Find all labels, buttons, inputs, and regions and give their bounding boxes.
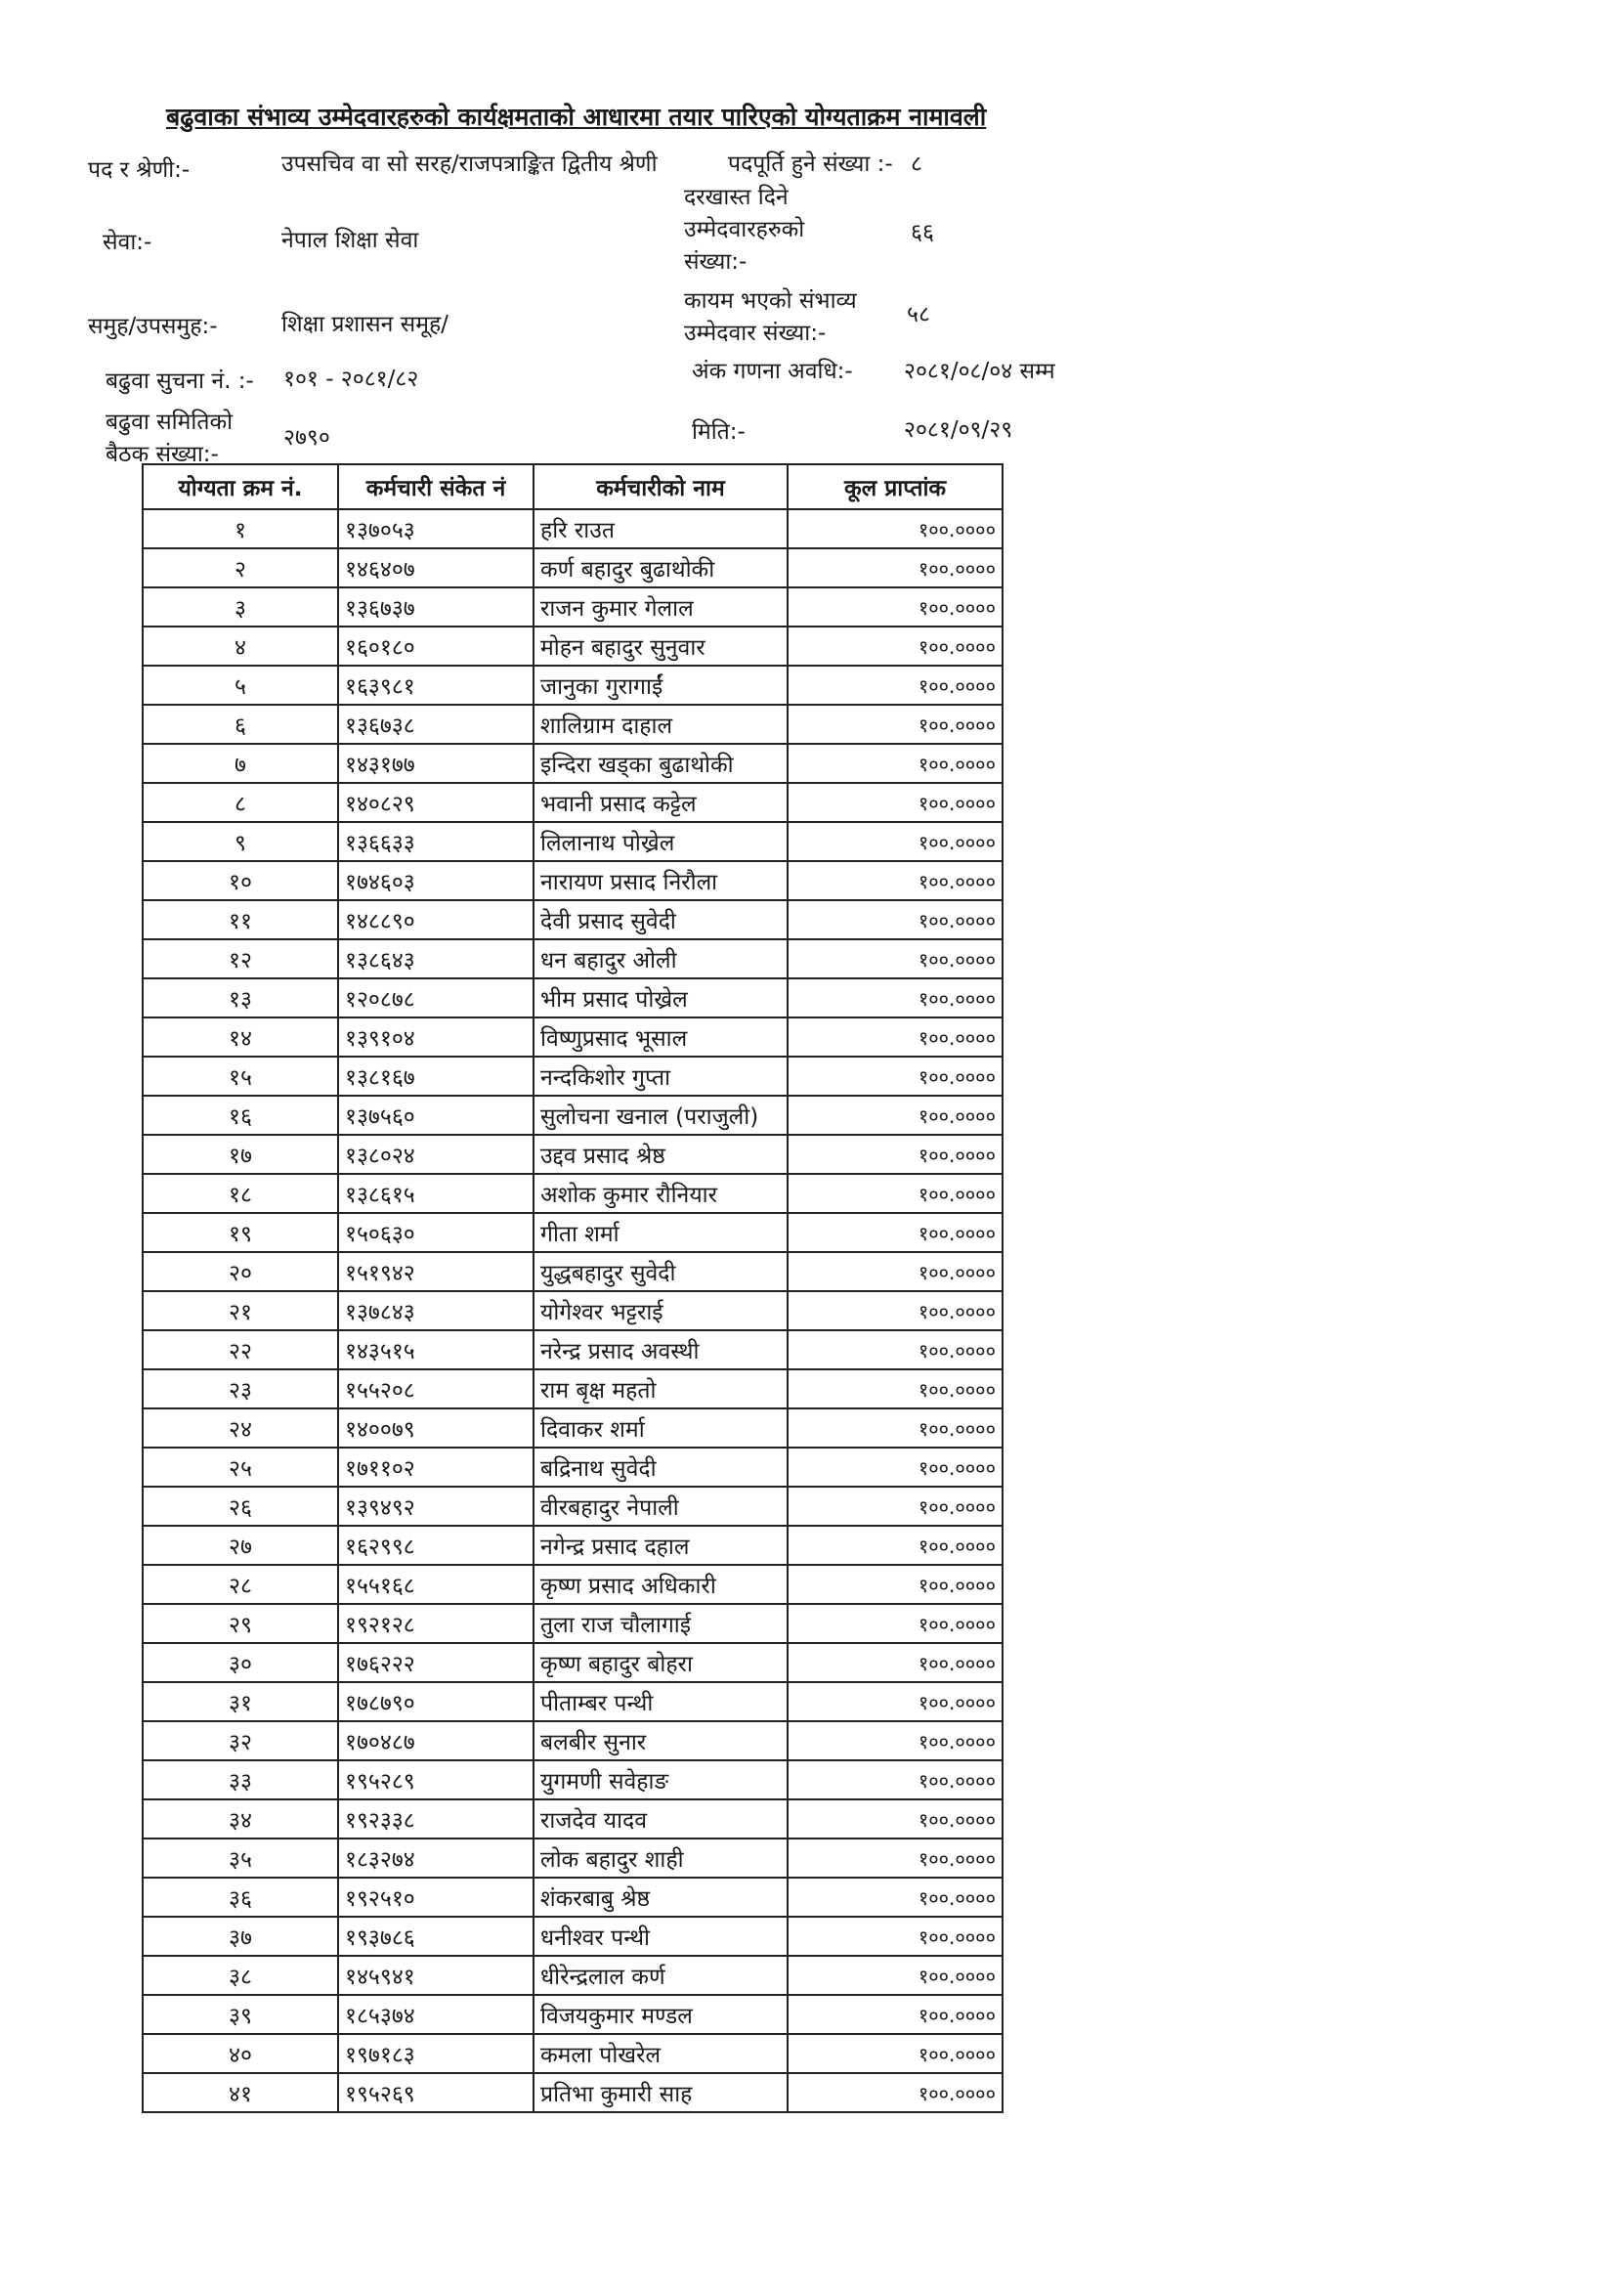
- total-score-cell: १००.००००: [788, 1604, 1003, 1643]
- total-score-cell: १००.००००: [788, 1291, 1003, 1330]
- rank-cell: ८: [143, 783, 338, 822]
- employee-code-cell: १६३९८१: [338, 666, 534, 705]
- table-row: [143, 1017, 1003, 1057]
- table-row: [143, 1330, 1003, 1369]
- group-label: समुह/उपसमुह:-: [88, 314, 218, 339]
- rank-cell: १०: [143, 861, 338, 900]
- employee-code-cell: १६०१८०: [338, 627, 534, 666]
- rank-cell: १: [143, 509, 338, 548]
- total-score-cell: १००.००००: [788, 2034, 1003, 2073]
- total-score-cell: १००.००००: [788, 1057, 1003, 1096]
- employee-code-cell: १९२३३८: [338, 1799, 534, 1839]
- table-row: [143, 1721, 1003, 1760]
- rank-cell: १४: [143, 1017, 338, 1057]
- table-row: [143, 1369, 1003, 1408]
- employee-code-cell: १८५३७४: [338, 1995, 534, 2034]
- employee-name-cell: लिलानाथ पोख्रेल: [534, 822, 788, 861]
- employee-code-cell: १९३७८६: [338, 1917, 534, 1956]
- employee-code-cell: १४००७९: [338, 1408, 534, 1448]
- table-row: [143, 783, 1003, 822]
- candidates-label: कायम भएको संभाव्य उम्मेदवार संख्या:-: [684, 288, 857, 346]
- rank-cell: २७: [143, 1526, 338, 1565]
- table-row: [143, 587, 1003, 627]
- total-score-cell: १००.००००: [788, 783, 1003, 822]
- employee-code-cell: १५५१६८: [338, 1565, 534, 1604]
- employee-code-cell: १७११०२: [338, 1448, 534, 1487]
- employee-name-cell: अशोक कुमार रौनियार: [534, 1174, 788, 1213]
- table-header-row: [143, 464, 1003, 509]
- employee-code-cell: १३८६४३: [338, 939, 534, 978]
- total-score-cell: १००.००००: [788, 627, 1003, 666]
- table-row: [143, 1174, 1003, 1213]
- merit-list-table: [142, 463, 1004, 2113]
- employee-code-cell: १९२५१०: [338, 1878, 534, 1917]
- rank-cell: २८: [143, 1565, 338, 1604]
- employee-name-cell: कमला पोखरेल: [534, 2034, 788, 2073]
- total-score-cell: १००.००००: [788, 1799, 1003, 1839]
- employee-name-cell: युद्धबहादुर सुवेदी: [534, 1252, 788, 1291]
- rank-cell: १९: [143, 1213, 338, 1252]
- employee-code-cell: १७४६०३: [338, 861, 534, 900]
- period-value: २०८१/०८/०४ सम्म: [904, 359, 1055, 384]
- employee-code-cell: १३८६१५: [338, 1174, 534, 1213]
- total-score-cell: १००.००००: [788, 1839, 1003, 1878]
- header-employee-code: कर्मचारी संकेत नं: [338, 464, 534, 509]
- table-row: [143, 509, 1003, 548]
- total-score-cell: १००.००००: [788, 1369, 1003, 1408]
- employee-name-cell: उद्दव प्रसाद श्रेष्ठ: [534, 1135, 788, 1174]
- total-score-cell: १००.००००: [788, 1682, 1003, 1721]
- employee-code-cell: १३७०५३: [338, 509, 534, 548]
- employee-code-cell: १३६७३८: [338, 705, 534, 744]
- employee-name-cell: कृष्ण बहादुर बोहरा: [534, 1643, 788, 1682]
- employee-name-cell: भीम प्रसाद पोख्रेल: [534, 978, 788, 1017]
- total-score-cell: १००.००००: [788, 1487, 1003, 1526]
- total-score-cell: १००.००००: [788, 2073, 1003, 2112]
- employee-name-cell: कृष्ण प्रसाद अधिकारी: [534, 1565, 788, 1604]
- employee-name-cell: योगेश्वर भट्टराई: [534, 1291, 788, 1330]
- employee-code-cell: १३६७३७: [338, 587, 534, 627]
- table-row: [143, 705, 1003, 744]
- date-label: मिति:-: [692, 419, 746, 445]
- total-score-cell: १००.००००: [788, 1721, 1003, 1760]
- employee-code-cell: १३९१०४: [338, 1017, 534, 1057]
- employee-code-cell: १३८०२४: [338, 1135, 534, 1174]
- total-score-cell: १००.००००: [788, 1252, 1003, 1291]
- table-row: [143, 1057, 1003, 1096]
- employee-name-cell: गीता शर्मा: [534, 1213, 788, 1252]
- header-rank: योग्यता क्रम नं.: [143, 464, 338, 509]
- table-row: [143, 1878, 1003, 1917]
- table-row: [143, 1917, 1003, 1956]
- rank-cell: ३८: [143, 1956, 338, 1995]
- employee-code-cell: १३७५६०: [338, 1096, 534, 1135]
- post-value: उपसचिव वा सो सरह/राजपत्राङ्कित द्वितीय श्रेणी: [281, 151, 658, 177]
- table-row: [143, 548, 1003, 587]
- rank-cell: ३७: [143, 1917, 338, 1956]
- table-row: [143, 1760, 1003, 1799]
- employee-code-cell: १७६२२२: [338, 1643, 534, 1682]
- header-employee-name: कर्मचारीको नाम: [534, 464, 788, 509]
- header-total-score: कूल प्राप्तांक: [788, 464, 1003, 509]
- employee-name-cell: लोक बहादुर शाही: [534, 1839, 788, 1878]
- employee-name-cell: हरि राउत: [534, 509, 788, 548]
- employee-code-cell: १३८१६७: [338, 1057, 534, 1096]
- total-score-cell: १००.००००: [788, 1096, 1003, 1135]
- document-title: बढुवाका संभाव्य उम्मेदवारहरुको कार्यक्षमताको आधारमा तयार पारिएको योग्यताक्रम नामावली: [166, 103, 987, 131]
- employee-name-cell: बलबीर सुनार: [534, 1721, 788, 1760]
- rank-cell: ४०: [143, 2034, 338, 2073]
- service-value: नेपाल शिक्षा सेवा: [281, 228, 419, 253]
- table-row: [143, 1096, 1003, 1135]
- employee-code-cell: १९५२६९: [338, 2073, 534, 2112]
- employee-code-cell: १३९४९२: [338, 1487, 534, 1526]
- applicants-label: दरखास्त दिने उम्मेदवारहरुको संख्या:-: [684, 185, 805, 275]
- rank-cell: ३९: [143, 1995, 338, 2034]
- employee-name-cell: धनीश्वर पन्थी: [534, 1917, 788, 1956]
- table-row: [143, 1839, 1003, 1878]
- table-row: [143, 1682, 1003, 1721]
- rank-cell: २९: [143, 1604, 338, 1643]
- table-row: [143, 2073, 1003, 2112]
- total-score-cell: १००.००००: [788, 1878, 1003, 1917]
- rank-cell: ३०: [143, 1643, 338, 1682]
- rank-cell: ३१: [143, 1682, 338, 1721]
- notice-label: बढुवा सुचना नं. :-: [106, 368, 254, 394]
- employee-code-cell: १९२१२८: [338, 1604, 534, 1643]
- total-score-cell: १००.००००: [788, 1135, 1003, 1174]
- employee-name-cell: शालिग्राम दाहाल: [534, 705, 788, 744]
- employee-name-cell: नारायण प्रसाद निरौला: [534, 861, 788, 900]
- total-score-cell: १००.००००: [788, 1408, 1003, 1448]
- table-row: [143, 1643, 1003, 1682]
- rank-cell: २१: [143, 1291, 338, 1330]
- rank-cell: २३: [143, 1369, 338, 1408]
- employee-code-cell: १९७१८३: [338, 2034, 534, 2073]
- rank-cell: १२: [143, 939, 338, 978]
- table-row: [143, 978, 1003, 1017]
- group-value: शिक्षा प्रशासन समूह/: [281, 312, 449, 337]
- total-score-cell: १००.००००: [788, 666, 1003, 705]
- applicants-value: ६६: [911, 220, 934, 245]
- employee-name-cell: भवानी प्रसाद कट्टेल: [534, 783, 788, 822]
- table-body: [143, 509, 1003, 2112]
- vacancy-label: पदपूर्ति हुने संख्या :-: [728, 151, 893, 177]
- rank-cell: ३: [143, 587, 338, 627]
- total-score-cell: १००.००००: [788, 1213, 1003, 1252]
- table-row: [143, 627, 1003, 666]
- rank-cell: १५: [143, 1057, 338, 1096]
- rank-cell: २०: [143, 1252, 338, 1291]
- table-row: [143, 1956, 1003, 1995]
- rank-cell: ४: [143, 627, 338, 666]
- employee-name-cell: धन बहादुर ओली: [534, 939, 788, 978]
- period-label: अंक गणना अवधि:-: [692, 359, 853, 384]
- table-row: [143, 822, 1003, 861]
- date-value: २०८१/०९/२९: [904, 417, 1013, 443]
- table-row: [143, 1135, 1003, 1174]
- total-score-cell: १००.००००: [788, 1956, 1003, 1995]
- rank-cell: ५: [143, 666, 338, 705]
- table-row: [143, 1252, 1003, 1291]
- employee-name-cell: जानुका गुरागाईं: [534, 666, 788, 705]
- rank-cell: २४: [143, 1408, 338, 1448]
- employee-name-cell: देवी प्रसाद सुवेदी: [534, 900, 788, 939]
- employee-name-cell: विष्णुप्रसाद भूसाल: [534, 1017, 788, 1057]
- total-score-cell: १००.००००: [788, 900, 1003, 939]
- employee-code-cell: १७०४८७: [338, 1721, 534, 1760]
- employee-code-cell: १४३१७७: [338, 744, 534, 783]
- table-row: [143, 744, 1003, 783]
- employee-name-cell: मोहन बहादुर सुनुवार: [534, 627, 788, 666]
- employee-name-cell: विजयकुमार मण्डल: [534, 1995, 788, 2034]
- employee-code-cell: १७८७९०: [338, 1682, 534, 1721]
- meeting-label: बढुवा समितिको बैठक संख्या:-: [106, 410, 234, 467]
- employee-name-cell: शंकरबाबु श्रेष्ठ: [534, 1878, 788, 1917]
- rank-cell: ३२: [143, 1721, 338, 1760]
- table-row: [143, 666, 1003, 705]
- rank-cell: ९: [143, 822, 338, 861]
- employee-name-cell: तुला राज चौलागाई: [534, 1604, 788, 1643]
- employee-code-cell: १३७८४३: [338, 1291, 534, 1330]
- total-score-cell: १००.००००: [788, 1017, 1003, 1057]
- rank-cell: १३: [143, 978, 338, 1017]
- table-row: [143, 939, 1003, 978]
- rank-cell: १८: [143, 1174, 338, 1213]
- rank-cell: २२: [143, 1330, 338, 1369]
- total-score-cell: १००.००००: [788, 587, 1003, 627]
- employee-code-cell: १५५२०८: [338, 1369, 534, 1408]
- rank-cell: ३६: [143, 1878, 338, 1917]
- employee-name-cell: युगमणी सवेहाङ: [534, 1760, 788, 1799]
- rank-cell: ६: [143, 705, 338, 744]
- employee-code-cell: १४६४०७: [338, 548, 534, 587]
- rank-cell: ४१: [143, 2073, 338, 2112]
- table-row: [143, 1408, 1003, 1448]
- rank-cell: ११: [143, 900, 338, 939]
- employee-code-cell: १५१९४२: [338, 1252, 534, 1291]
- rank-cell: ३४: [143, 1799, 338, 1839]
- employee-code-cell: १५०६३०: [338, 1213, 534, 1252]
- total-score-cell: १००.००००: [788, 1760, 1003, 1799]
- employee-name-cell: बद्रिनाथ सुवेदी: [534, 1448, 788, 1487]
- employee-name-cell: इन्दिरा खड्का बुढाथोकी: [534, 744, 788, 783]
- table-row: [143, 1213, 1003, 1252]
- employee-name-cell: सुलोचना खनाल (पराजुली): [534, 1096, 788, 1135]
- total-score-cell: १००.००००: [788, 1643, 1003, 1682]
- total-score-cell: १००.००००: [788, 1995, 1003, 2034]
- table-row: [143, 1604, 1003, 1643]
- employee-code-cell: १४५९४१: [338, 1956, 534, 1995]
- employee-code-cell: १६२९९८: [338, 1526, 534, 1565]
- employee-name-cell: नरेन्द्र प्रसाद अवस्थी: [534, 1330, 788, 1369]
- table-row: [143, 2034, 1003, 2073]
- total-score-cell: १००.००००: [788, 939, 1003, 978]
- total-score-cell: १००.००००: [788, 1448, 1003, 1487]
- notice-value: १०१ - २०८१/८२: [283, 367, 419, 392]
- total-score-cell: १००.००००: [788, 744, 1003, 783]
- table-row: [143, 900, 1003, 939]
- table-row: [143, 1448, 1003, 1487]
- total-score-cell: १००.००००: [788, 1174, 1003, 1213]
- employee-name-cell: पीताम्बर पन्थी: [534, 1682, 788, 1721]
- total-score-cell: १००.००००: [788, 822, 1003, 861]
- table-row: [143, 1799, 1003, 1839]
- employee-code-cell: १४३५१५: [338, 1330, 534, 1369]
- rank-cell: २५: [143, 1448, 338, 1487]
- total-score-cell: १००.००००: [788, 509, 1003, 548]
- employee-name-cell: राम बृक्ष महतो: [534, 1369, 788, 1408]
- rank-cell: १७: [143, 1135, 338, 1174]
- table-row: [143, 1995, 1003, 2034]
- employee-code-cell: १४८८९०: [338, 900, 534, 939]
- employee-name-cell: नगेन्द्र प्रसाद दहाल: [534, 1526, 788, 1565]
- rank-cell: १६: [143, 1096, 338, 1135]
- employee-name-cell: प्रतिभा कुमारी साह: [534, 2073, 788, 2112]
- employee-name-cell: राजदेव यादव: [534, 1799, 788, 1839]
- employee-name-cell: दिवाकर शर्मा: [534, 1408, 788, 1448]
- rank-cell: ७: [143, 744, 338, 783]
- employee-name-cell: धीरेन्द्रलाल कर्ण: [534, 1956, 788, 1995]
- total-score-cell: १००.००००: [788, 978, 1003, 1017]
- employee-name-cell: राजन कुमार गेलाल: [534, 587, 788, 627]
- service-label: सेवा:-: [103, 230, 152, 255]
- employee-code-cell: १९५२८९: [338, 1760, 534, 1799]
- total-score-cell: १००.००००: [788, 1330, 1003, 1369]
- table-row: [143, 1526, 1003, 1565]
- employee-code-cell: १३६६३३: [338, 822, 534, 861]
- total-score-cell: १००.००००: [788, 705, 1003, 744]
- total-score-cell: १००.००००: [788, 1565, 1003, 1604]
- employee-name-cell: कर्ण बहादुर बुढाथोकी: [534, 548, 788, 587]
- table-row: [143, 1291, 1003, 1330]
- rank-cell: ३३: [143, 1760, 338, 1799]
- total-score-cell: १००.००००: [788, 1917, 1003, 1956]
- total-score-cell: १००.००००: [788, 548, 1003, 587]
- post-label: पद र श्रेणी:-: [88, 157, 191, 183]
- rank-cell: २६: [143, 1487, 338, 1526]
- rank-cell: ३५: [143, 1839, 338, 1878]
- meeting-value: २७९०: [283, 425, 330, 451]
- candidates-value: ५८: [907, 302, 930, 327]
- employee-name-cell: वीरबहादुर नेपाली: [534, 1487, 788, 1526]
- table-row: [143, 861, 1003, 900]
- rank-cell: २: [143, 548, 338, 587]
- employee-code-cell: १२०८७८: [338, 978, 534, 1017]
- total-score-cell: १००.००००: [788, 1526, 1003, 1565]
- table-row: [143, 1565, 1003, 1604]
- table-row: [143, 1487, 1003, 1526]
- vacancy-value: ८: [911, 151, 922, 177]
- employee-name-cell: नन्दकिशोर गुप्ता: [534, 1057, 788, 1096]
- total-score-cell: १००.००००: [788, 861, 1003, 900]
- employee-code-cell: १८३२७४: [338, 1839, 534, 1878]
- employee-code-cell: १४०८२९: [338, 783, 534, 822]
